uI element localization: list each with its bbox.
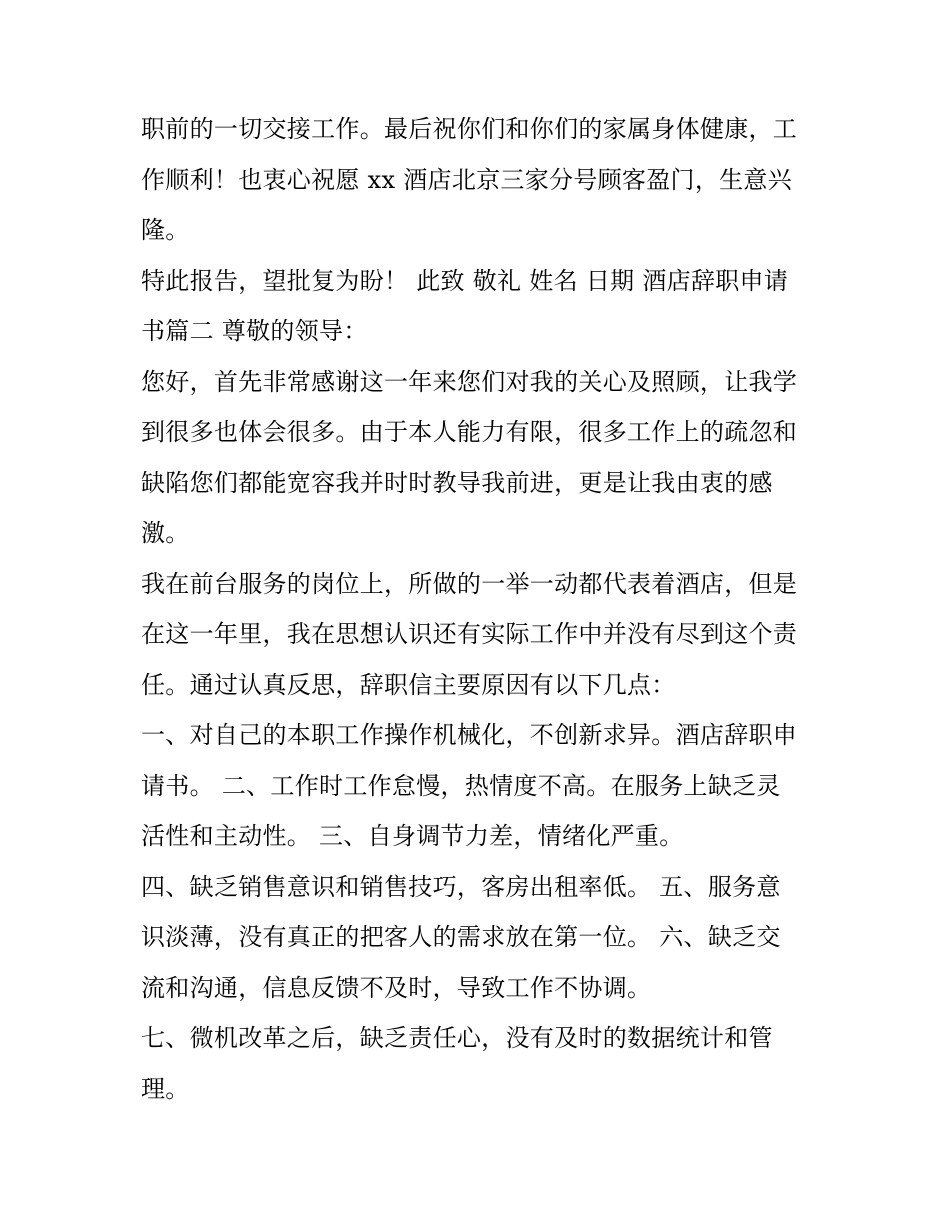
paragraph-closing-wishes bbox=[141, 104, 821, 256]
paragraph-reasons-1-3 bbox=[141, 710, 821, 862]
text-line: 缺陷您们都能宽容我并时时教导我前进，更是让我由衷的感 bbox=[141, 468, 773, 497]
text-line: 七、微机改革之后，缺乏责任心，没有及时的数据统计和管 bbox=[141, 1024, 773, 1052]
paragraph-reasons-4-6 bbox=[141, 862, 821, 1014]
text-line: 您好，首先非常感谢这一年来您们对我的关心及照顾，让我学 bbox=[141, 367, 798, 396]
text-line: 职前的一切交接工作。最后祝你们和你们的家属身体健康，工 bbox=[141, 115, 798, 143]
text-line: 作顺利！也衷心祝愿 xx 酒店北京三家分号顾客盈门，生意兴 bbox=[141, 165, 793, 194]
text-line: 我在前台服务的岗位上，所做的一举一动都代表着酒店，但是 bbox=[141, 569, 798, 598]
document-body bbox=[141, 104, 821, 1114]
text-line: 识淡薄，没有真正的把客人的需求放在第一位。 六、缺乏交 bbox=[141, 923, 781, 951]
text-line: 理。 bbox=[141, 1074, 190, 1103]
paragraph-sign-off bbox=[141, 256, 821, 357]
text-line: 请书。 二、工作时工作怠慢，热情度不高。在服务上缺乏灵 bbox=[141, 771, 781, 800]
text-line: 一、对自己的本职工作操作机械化，不创新求异。酒店辞职申 bbox=[141, 721, 798, 749]
text-line: 任。通过认真反思，辞职信主要原因有以下几点： bbox=[141, 670, 676, 699]
paragraph-greeting bbox=[141, 357, 821, 559]
text-line: 流和沟通，信息反馈不及时，导致工作不协调。 bbox=[141, 973, 652, 1002]
text-line: 到很多也体会很多。由于本人能力有限，很多工作上的疏忽和 bbox=[141, 418, 798, 446]
text-line: 特此报告，望批复为盼！ 此致 敬礼 姓名 日期 酒店辞职申请 bbox=[141, 266, 789, 295]
text-line: 书篇二 尊敬的领导： bbox=[141, 317, 368, 345]
text-line: 活性和主动性。 三、自身调节力差，情绪化严重。 bbox=[141, 822, 684, 850]
paragraph-reflection bbox=[141, 559, 821, 711]
text-line: 四、缺乏销售意识和销售技巧，客房出租率低。 五、服务意 bbox=[141, 872, 781, 901]
paragraph-reason-7 bbox=[141, 1013, 821, 1114]
text-line: 隆。 bbox=[141, 216, 190, 244]
text-line: 在这一年里，我在思想认识还有实际工作中并没有尽到这个责 bbox=[141, 620, 798, 648]
text-line: 激。 bbox=[141, 519, 190, 547]
